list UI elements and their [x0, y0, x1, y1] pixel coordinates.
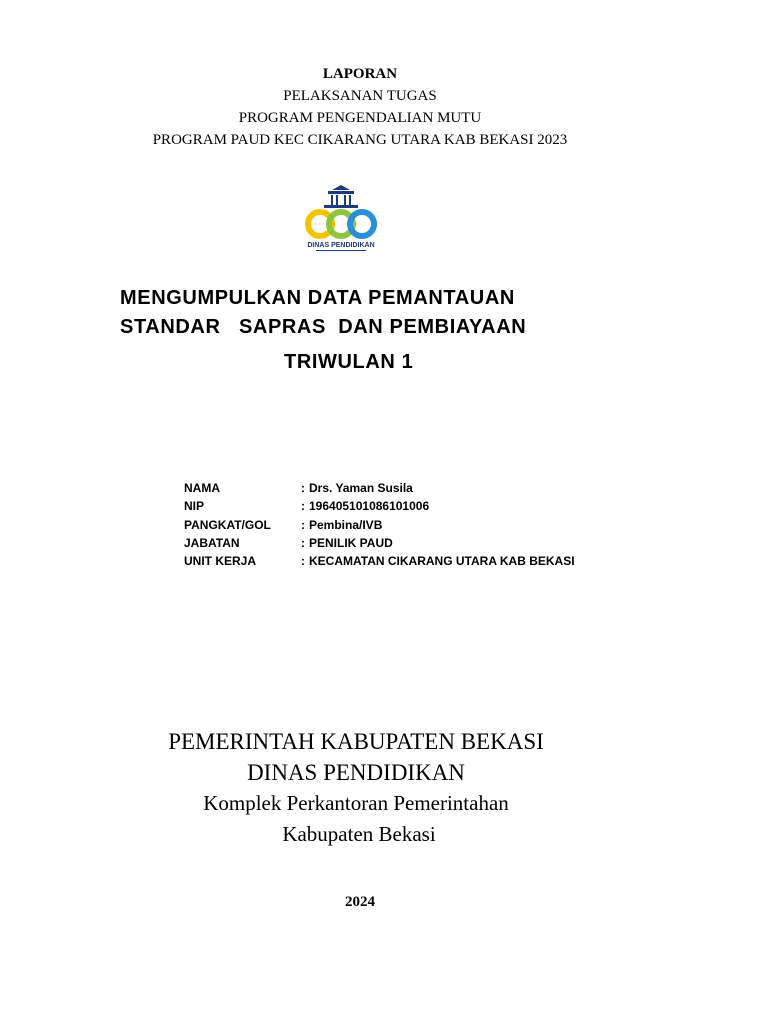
identity-separator: :: [301, 481, 305, 495]
identity-row: [184, 518, 575, 536]
identity-separator: :: [301, 554, 305, 569]
logo-roof-band: [328, 191, 354, 194]
identity-row: [184, 499, 575, 517]
logo-pillar-3: [344, 195, 346, 205]
identity-value: Drs. Yaman Susila: [309, 481, 413, 495]
identity-row: [184, 554, 575, 572]
identity-label: PANGKAT/GOL: [184, 517, 271, 532]
footer-government: PEMERINTAH KABUPATEN BEKASI: [168, 729, 544, 754]
identity-label: NAMA: [184, 481, 220, 495]
footer-department: DINAS PENDIDIKAN: [247, 760, 465, 785]
report-subtitle-2: PROGRAM PENGENDALIAN MUTU: [238, 110, 482, 126]
logo-pillar-2: [336, 195, 338, 205]
identity-row: [184, 481, 575, 499]
footer-address-1: Komplek Perkantoran Pemerintahan: [203, 791, 509, 815]
identity-value: PENILIK PAUD: [309, 535, 393, 550]
logo-base: [324, 205, 358, 208]
logo-caption: DINAS PENDIDIKAN: [307, 242, 375, 249]
identity-value: KECAMATAN CIKARANG UTARA KAB BEKASI: [309, 554, 575, 569]
main-title-line-3: TRIWULAN 1: [284, 351, 414, 373]
dinas-pendidikan-logo: [302, 184, 380, 256]
identity-row: [184, 536, 575, 554]
logo-underline: [316, 250, 366, 251]
main-title-line-2: STANDAR SAPRAS DAN PEMBIAYAAN: [120, 316, 527, 338]
report-subtitle-3: PROGRAM PAUD KEC CIKARANG UTARA KAB BEKASI 2023: [152, 132, 568, 148]
identity-value: 196405101086101006: [309, 499, 430, 514]
main-title-line-1: MENGUMPULKAN DATA PEMANTAUAN: [120, 287, 515, 309]
report-subtitle-1: PELAKSANAN TUGAS: [283, 88, 437, 104]
identity-value: Pembina/IVB: [309, 517, 383, 532]
identity-separator: :: [301, 535, 305, 550]
footer-year: 2024: [345, 894, 375, 910]
logo-roof: [332, 185, 350, 190]
identity-label: JABATAN: [184, 535, 240, 550]
logo-pillar-4: [349, 195, 351, 205]
identity-label: UNIT KERJA: [184, 554, 257, 569]
identity-separator: :: [301, 517, 305, 532]
footer-address-2: Kabupaten Bekasi: [282, 822, 436, 846]
identity-separator: :: [301, 499, 305, 514]
report-title: LAPORAN: [322, 66, 398, 82]
logo-pillar-1: [331, 195, 333, 205]
identity-table: [184, 481, 575, 572]
identity-label: NIP: [184, 499, 205, 514]
